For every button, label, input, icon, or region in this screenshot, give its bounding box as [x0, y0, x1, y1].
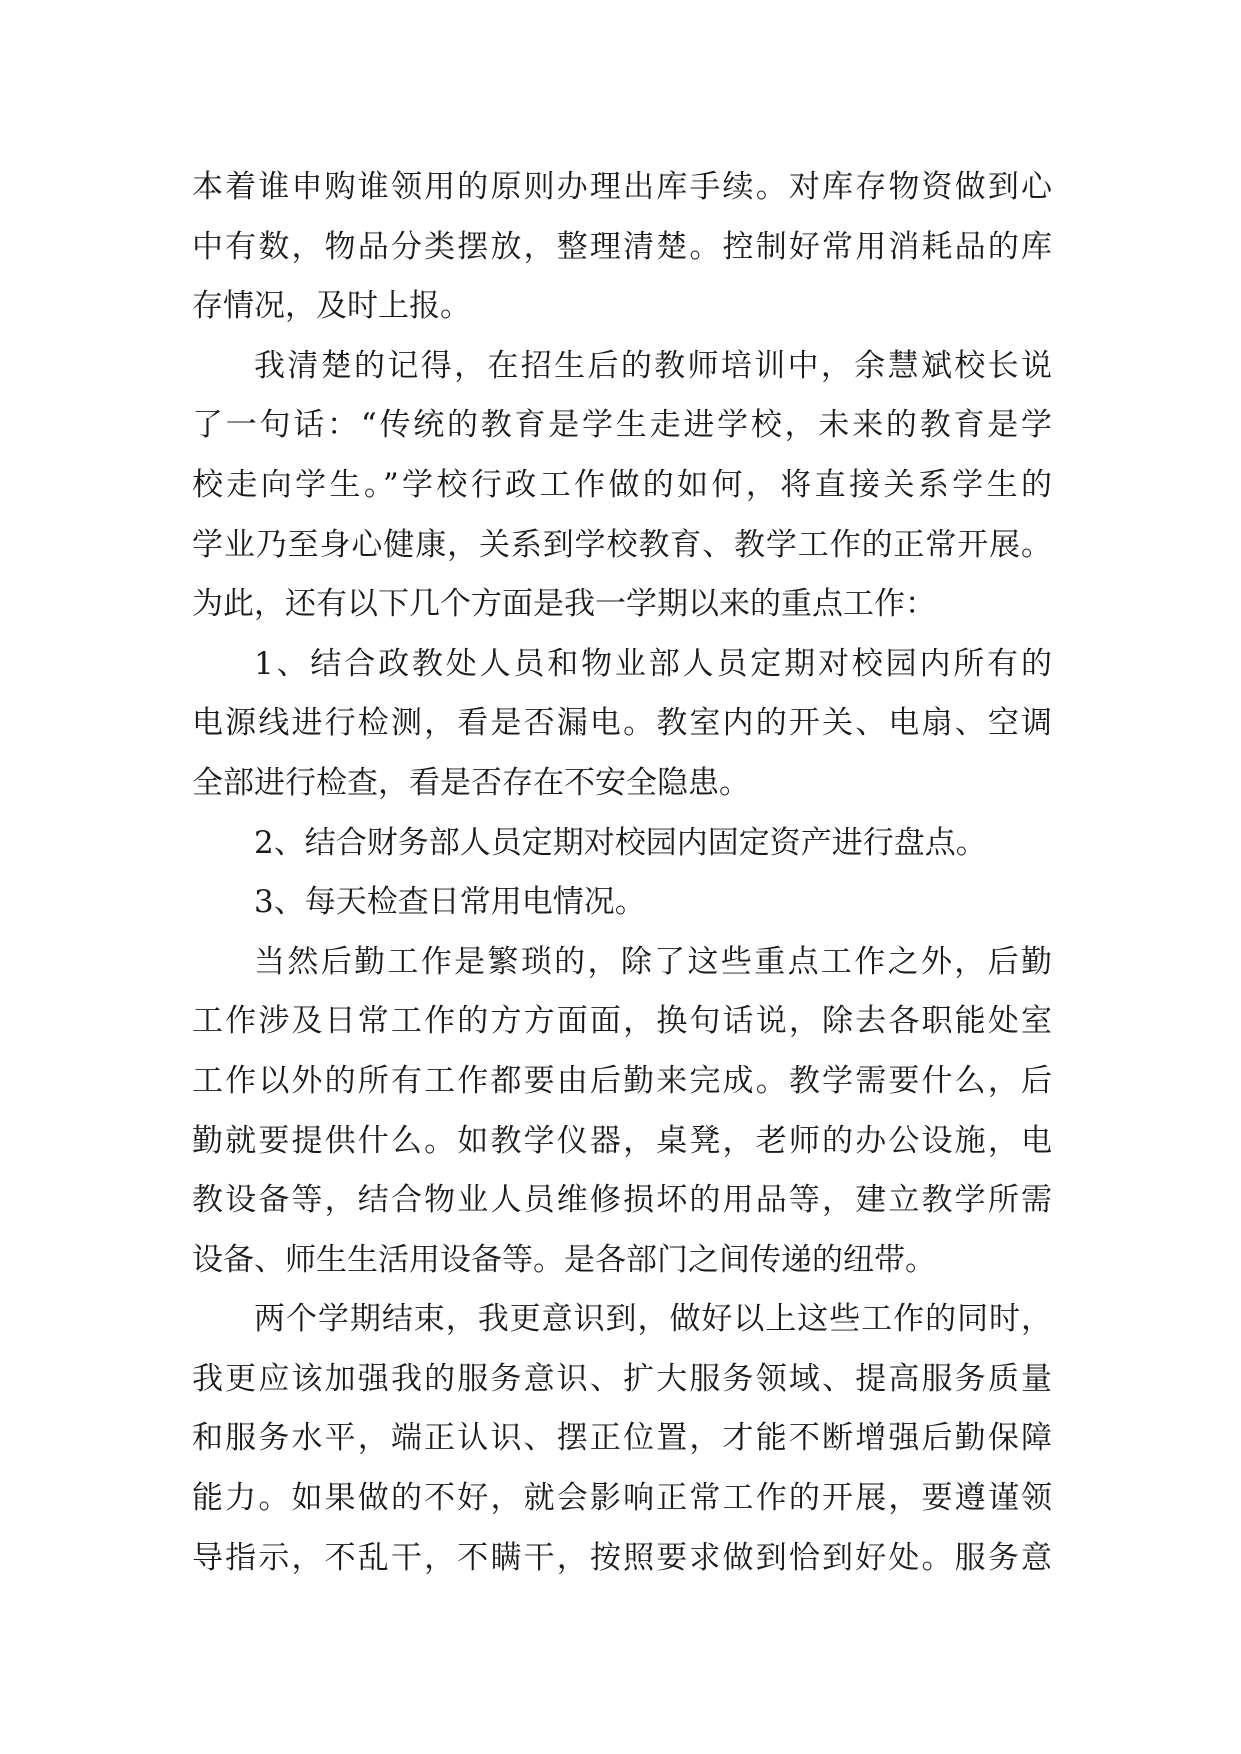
document-body [192, 158, 1052, 1588]
text-line: 存情况，及时上报。 [192, 288, 471, 325]
text-line: 我清楚的记得，在招生后的教师培训中，余慧斌校长说 [254, 347, 1052, 384]
text-line: 勤就要提供什么。如教学仪器，桌凳，老师的办公设施，电 [192, 1122, 1052, 1159]
text-line: 电源线进行检测，看是否漏电。教室内的开关、电扇、空调 [192, 705, 1052, 742]
text-line: 两个学期结束，我更意识到，做好以上这些工作的同时， [254, 1301, 1052, 1338]
text-line: 导指示，不乱干，不瞒干，按照要求做到恰到好处。服务意 [192, 1539, 1052, 1576]
text-line: 了一句话：“传统的教育是学生走进学校，未来的教育是学 [192, 407, 1052, 444]
text-line: 设备、师生生活用设备等。是各部门之间传递的纽带。 [192, 1241, 936, 1278]
text-line: 为此，还有以下几个方面是我一学期以来的重点工作： [192, 586, 936, 623]
text-line: 和服务水平，端正认识、摆正位置，才能不断增强后勤保障 [192, 1420, 1052, 1457]
text-line: 2、结合财务部人员定期对校园内固定资产进行盘点。 [254, 824, 987, 861]
text-line: 校走向学生。”学校行政工作做的如何，将直接关系学生的 [192, 466, 1052, 503]
text-line: 学业乃至身心健康，关系到学校教育、教学工作的正常开展。 [192, 526, 1052, 563]
text-line: 能力。如果做的不好，就会影响正常工作的开展，要遵谨领 [192, 1480, 1052, 1517]
text-line: 教设备等，结合物业人员维修损坏的用品等，建立教学所需 [192, 1182, 1052, 1219]
text-line: 本着谁申购谁领用的原则办理出库手续。对库存物资做到心 [192, 169, 1052, 205]
text-line: 1、结合政教处人员和物业部人员定期对校园内所有的 [254, 645, 1052, 682]
text-line: 全部进行检查，看是否存在不安全隐患。 [192, 764, 750, 801]
text-line: 3、每天检查日常用电情况。 [254, 884, 646, 921]
text-line: 我更应该加强我的服务意识、扩大服务领域、提高服务质量 [192, 1360, 1052, 1397]
text-line: 工作涉及日常工作的方方面面，换句话说，除去各职能处室 [192, 1003, 1052, 1040]
text-line: 中有数，物品分类摆放，整理清楚。控制好常用消耗品的库 [192, 228, 1052, 265]
text-line: 工作以外的所有工作都要由后勤来完成。教学需要什么，后 [192, 1062, 1052, 1099]
text-line: 当然后勤工作是繁琐的，除了这些重点工作之外，后勤 [254, 943, 1052, 980]
